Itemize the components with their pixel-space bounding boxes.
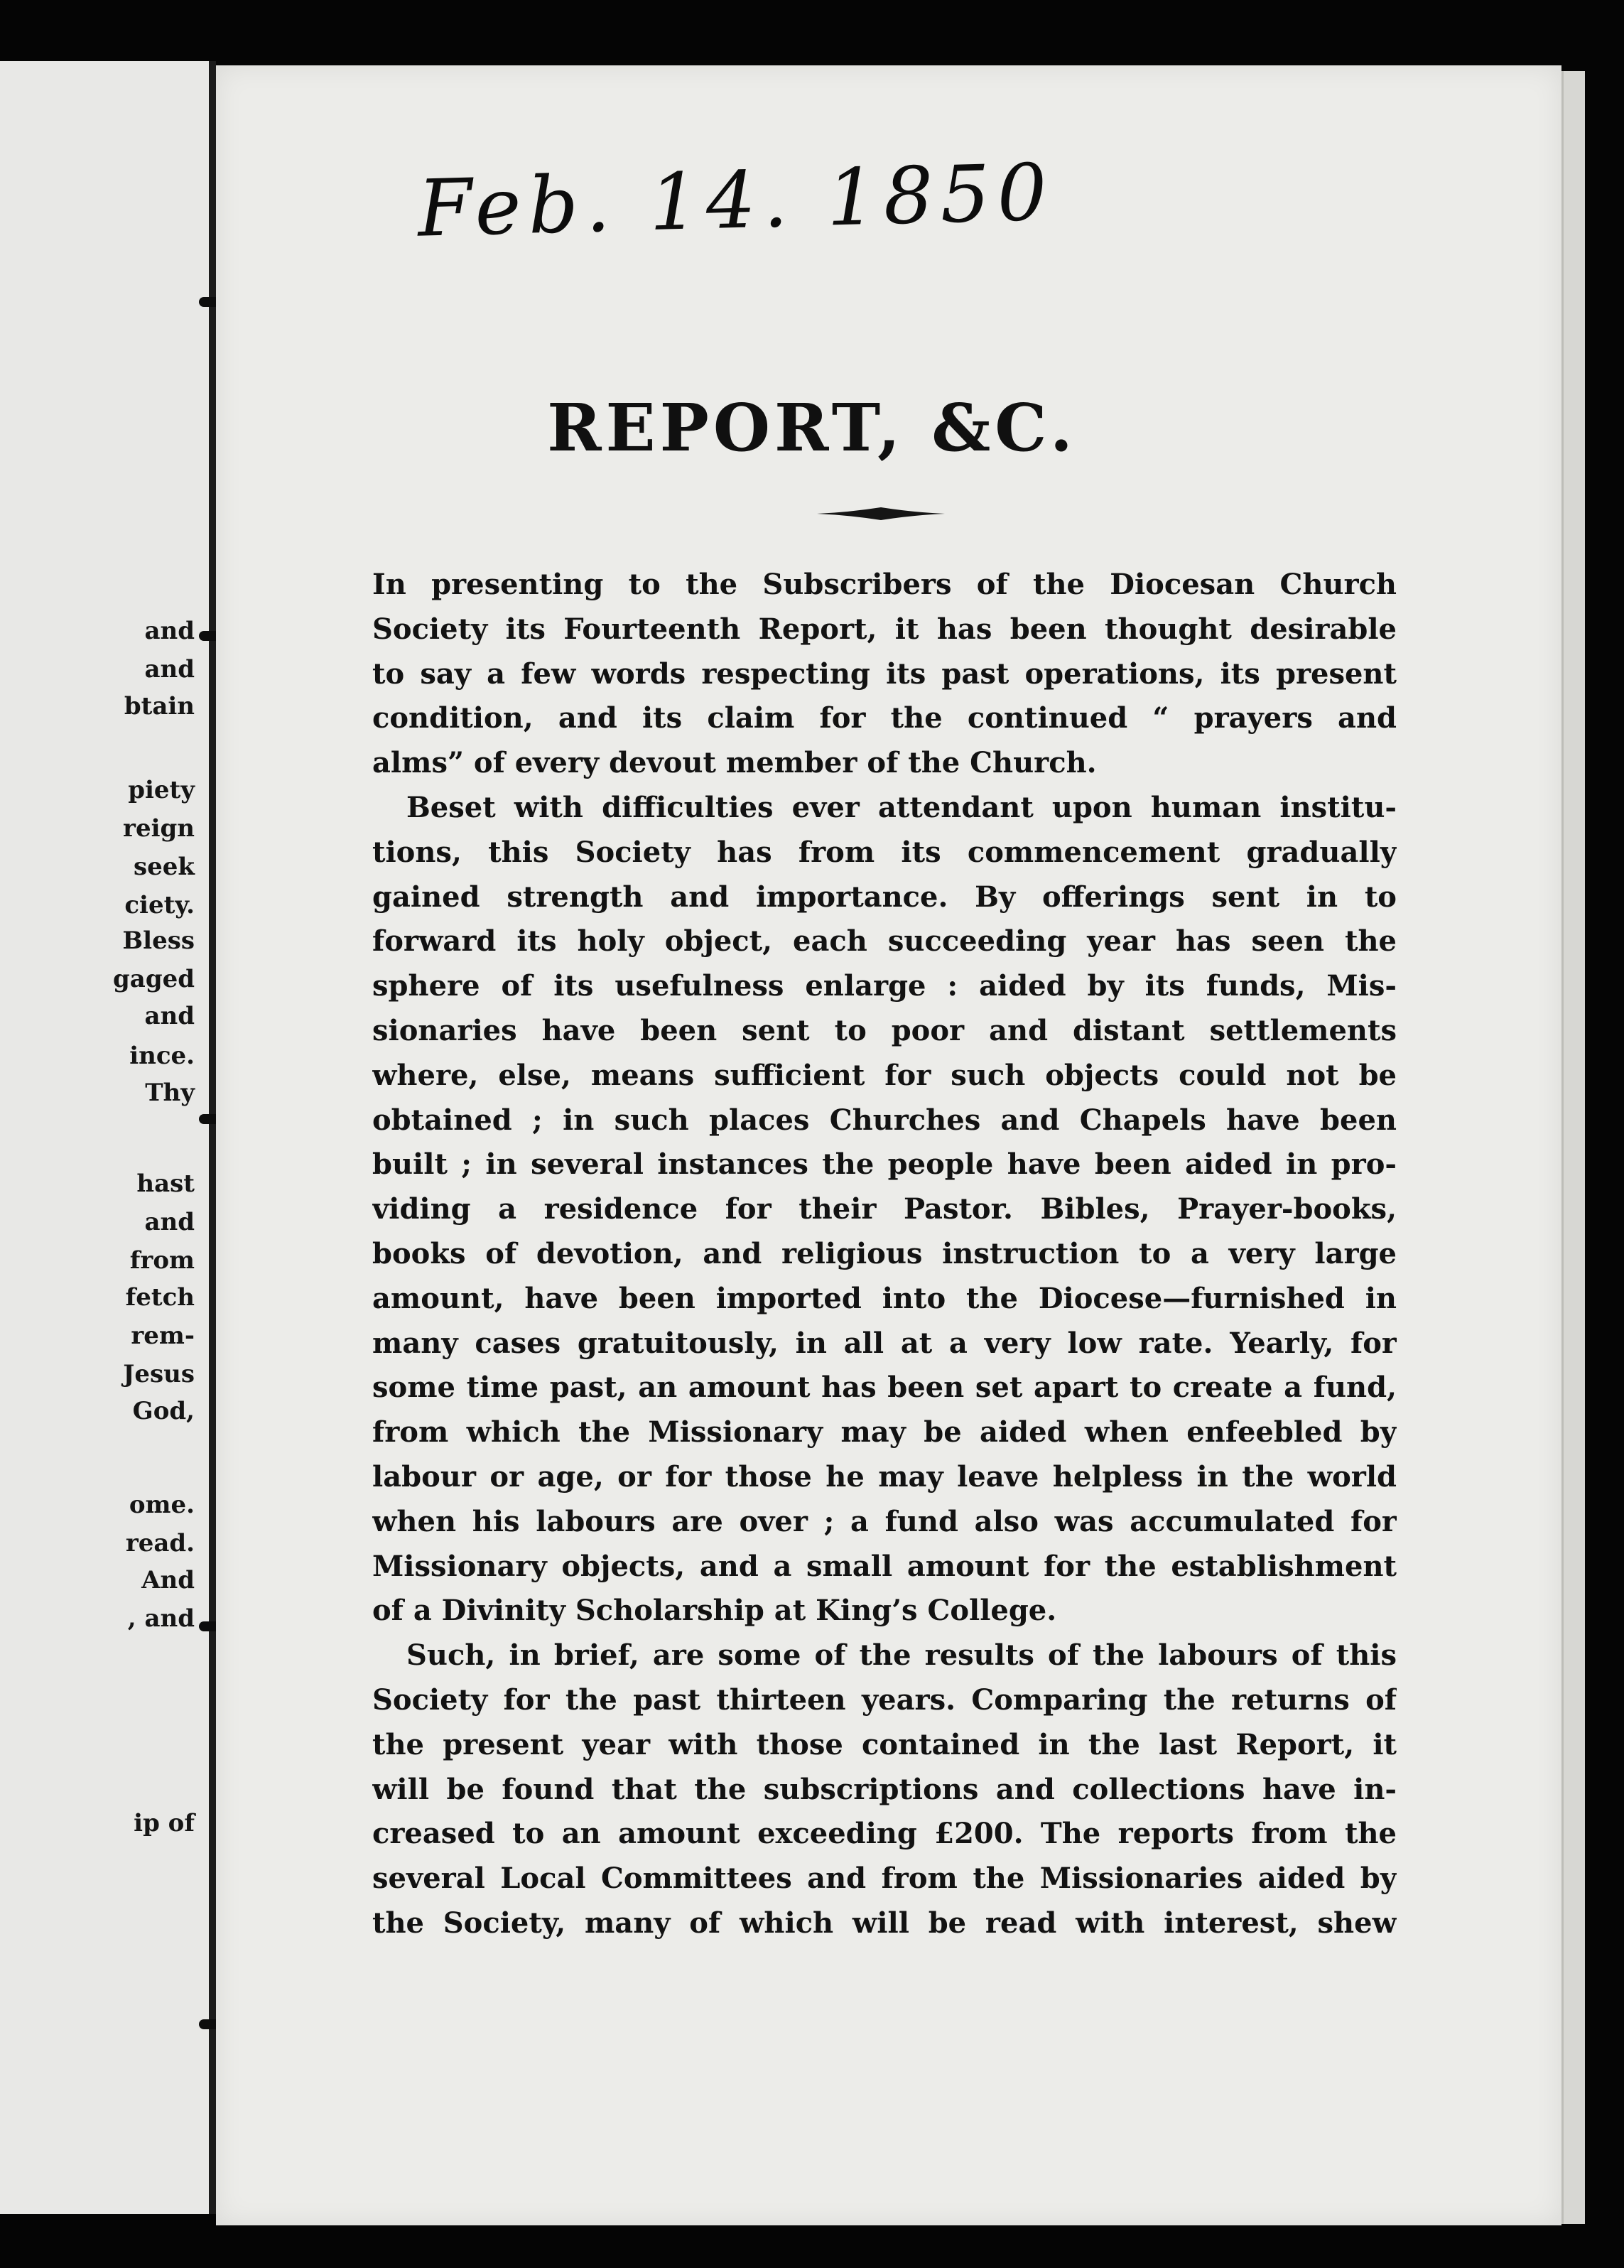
- body-line: amount, have been imported into the Diocese—furnished in: [372, 1281, 1397, 1315]
- body-line: viding a residence for their Pastor. Bibles, Prayer-books,: [372, 1192, 1397, 1226]
- facing-page-fragment: [0, 61, 213, 2214]
- body-line: tions, this Society has from its commencement gradually: [372, 835, 1397, 869]
- left-fragment-line: hast: [136, 1170, 195, 1198]
- left-fragment-line: Thy: [145, 1079, 195, 1107]
- left-fragment-line: gaged: [113, 965, 195, 993]
- body-line: creased to an amount exceeding £200. The reports from the: [372, 1817, 1397, 1851]
- body-line: Society for the past thirteen years. Comparing the returns of: [372, 1683, 1397, 1717]
- page-title: REPORT, &C.: [547, 389, 1077, 466]
- binding-gutter: [209, 61, 216, 2214]
- body-line: Society its Fourteenth Report, it has been thought desirable: [372, 612, 1397, 646]
- title-rule-ornament: [817, 503, 945, 524]
- body-line: the present year with those contained in the last Report, it: [372, 1727, 1397, 1761]
- left-fragment-line: and: [144, 617, 195, 645]
- body-line: many cases gratuitously, in all at a very low rate. Yearly, for: [372, 1326, 1397, 1360]
- body-line: condition, and its claim for the continued “ prayers and: [372, 701, 1397, 735]
- body-line: when his labours are over ; a fund also was accumulated for: [372, 1504, 1397, 1538]
- left-fragment-line: ip of: [134, 1809, 195, 1837]
- left-fragment-line: Jesus: [123, 1360, 195, 1388]
- left-fragment-line: reign: [123, 814, 195, 843]
- body-line: labour or age, or for those he may leave helpless in the world: [372, 1459, 1397, 1494]
- body-line: the Society, many of which will be read with interest, shew: [372, 1906, 1397, 1940]
- left-fragment-line: seek: [134, 853, 195, 881]
- left-fragment-line: piety: [128, 776, 195, 804]
- left-fragment-line: rem-: [131, 1322, 195, 1350]
- body-line: will be found that the subscriptions and collections have in-: [372, 1772, 1397, 1806]
- body-line: books of devotion, and religious instruction to a very large: [372, 1236, 1397, 1270]
- report-body: [372, 563, 1397, 1946]
- body-line: Such, in brief, are some of the results of the labours of this: [406, 1638, 1397, 1673]
- body-line: Beset with difficulties ever attendant upon human institu-: [406, 790, 1397, 824]
- left-fragment-line: btain: [124, 692, 195, 720]
- handwritten-date: Feb. 14. 1850: [416, 146, 1056, 254]
- body-line: Missionary objects, and a small amount for the establishment: [372, 1549, 1397, 1583]
- body-line: to say a few words respecting its past operations, its present: [372, 657, 1397, 691]
- body-line: where, else, means sufficient for such objects could not be: [372, 1058, 1397, 1092]
- left-fragment-line: ome.: [129, 1491, 195, 1519]
- body-line: forward its holy object, each succeeding year has seen the: [372, 924, 1397, 958]
- body-line: from which the Missionary may be aided when enfeebled by: [372, 1415, 1397, 1449]
- body-line: alms” of every devout member of the Church.: [372, 746, 1097, 780]
- left-fragment-line: and: [144, 1208, 195, 1236]
- body-line: sionaries have been sent to poor and distant settlements: [372, 1013, 1397, 1047]
- body-line: In presenting to the Subscribers of the Diocesan Church: [372, 568, 1397, 601]
- body-line: sphere of its usefulness enlarge : aided by its funds, Mis-: [372, 969, 1397, 1003]
- left-fragment-line: God,: [132, 1397, 195, 1425]
- left-fragment-line: Bless: [122, 927, 195, 955]
- body-line: some time past, an amount has been set apart to create a fund,: [372, 1371, 1397, 1405]
- left-fragment-line: ince.: [129, 1042, 195, 1070]
- body-line: built ; in several instances the people have been aided in pro-: [372, 1148, 1397, 1182]
- left-fragment-line: ciety.: [124, 891, 195, 919]
- body-line: obtained ; in such places Churches and Chapels have been: [372, 1103, 1397, 1137]
- body-line: gained strength and importance. By offerings sent in to: [372, 880, 1397, 914]
- left-fragment-line: and: [144, 655, 195, 684]
- left-fragment-line: , and: [127, 1604, 195, 1633]
- body-line: several Local Committees and from the Missionaries aided by: [372, 1862, 1397, 1896]
- left-fragment-line: fetch: [125, 1283, 195, 1312]
- left-fragment-line: and: [144, 1002, 195, 1030]
- body-line: of a Divinity Scholarship at King’s College.: [372, 1594, 1057, 1628]
- left-fragment-line: And: [141, 1566, 195, 1594]
- left-fragment-line: from: [129, 1246, 195, 1275]
- left-fragment-line: read.: [125, 1529, 195, 1557]
